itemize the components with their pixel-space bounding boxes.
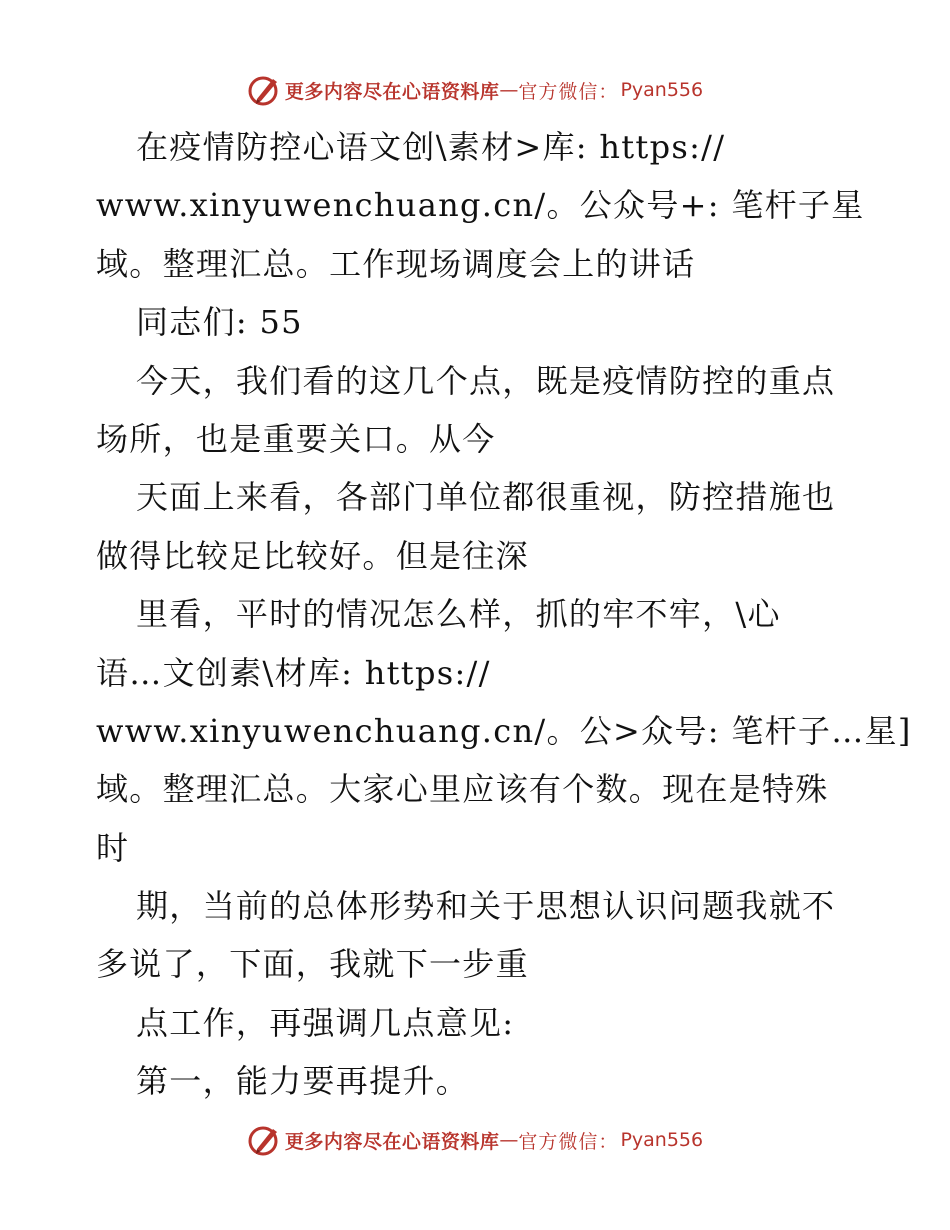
banner-main-text: 更多内容尽在心语资料库: [284, 1130, 500, 1153]
text-line: 第一，能力要再提升。: [136, 1062, 470, 1101]
text-line: 多说了，下面，我就下一步重: [96, 945, 529, 984]
pen-logo-icon: [247, 73, 281, 107]
banner-dash: —: [499, 1129, 519, 1151]
banner-wechat-label: 官方微信：: [518, 80, 619, 103]
text-line: 时: [96, 828, 130, 867]
text-line: 在疫情防控心语文创\素材>库: https://: [136, 128, 726, 166]
text-line: 做得比较足比较好。但是往深: [96, 536, 529, 575]
footer-banner: [0, 1120, 950, 1160]
banner-wechat-label: 官方微信：: [518, 1130, 619, 1153]
banner-dash: —: [499, 79, 519, 101]
text-line: www.xinyuwenchuang.cn/。公>众号: 笔杆子…星]: [96, 711, 912, 750]
text-line: 今天，我们看的这几个点，既是疫情防控的重点: [136, 361, 836, 400]
text-line: 天面上来看，各部门单位都很重视，防控措施也: [136, 478, 836, 517]
text-line: www.xinyuwenchuang.cn/。公众号+: 笔杆子星: [96, 186, 865, 225]
text-line: 域。整理汇总。工作现场调度会上的讲话: [96, 244, 696, 283]
banner-wechat-account: Pyan556: [620, 79, 704, 101]
banner-wechat-account: Pyan556: [620, 1129, 704, 1151]
text-line: 域。整理汇总。大家心里应该有个数。现在是特殊: [96, 770, 829, 809]
text-line: 同志们: 55: [136, 303, 303, 342]
header-banner: [0, 70, 950, 110]
text-line: 期，当前的总体形势和关于思想认识问题我就不: [136, 887, 836, 926]
text-line: 语…文创素\材库: https://: [96, 653, 491, 692]
text-line: 点工作，再强调几点意见:: [136, 1003, 515, 1042]
pen-logo-icon: [247, 1123, 281, 1157]
text-line: 里看，平时的情况怎么样，抓的牢不牢，\心: [136, 595, 781, 634]
document-body: [96, 118, 912, 1111]
banner-main-text: 更多内容尽在心语资料库: [284, 80, 500, 103]
text-line: 场所，也是重要关口。从今: [96, 419, 496, 458]
